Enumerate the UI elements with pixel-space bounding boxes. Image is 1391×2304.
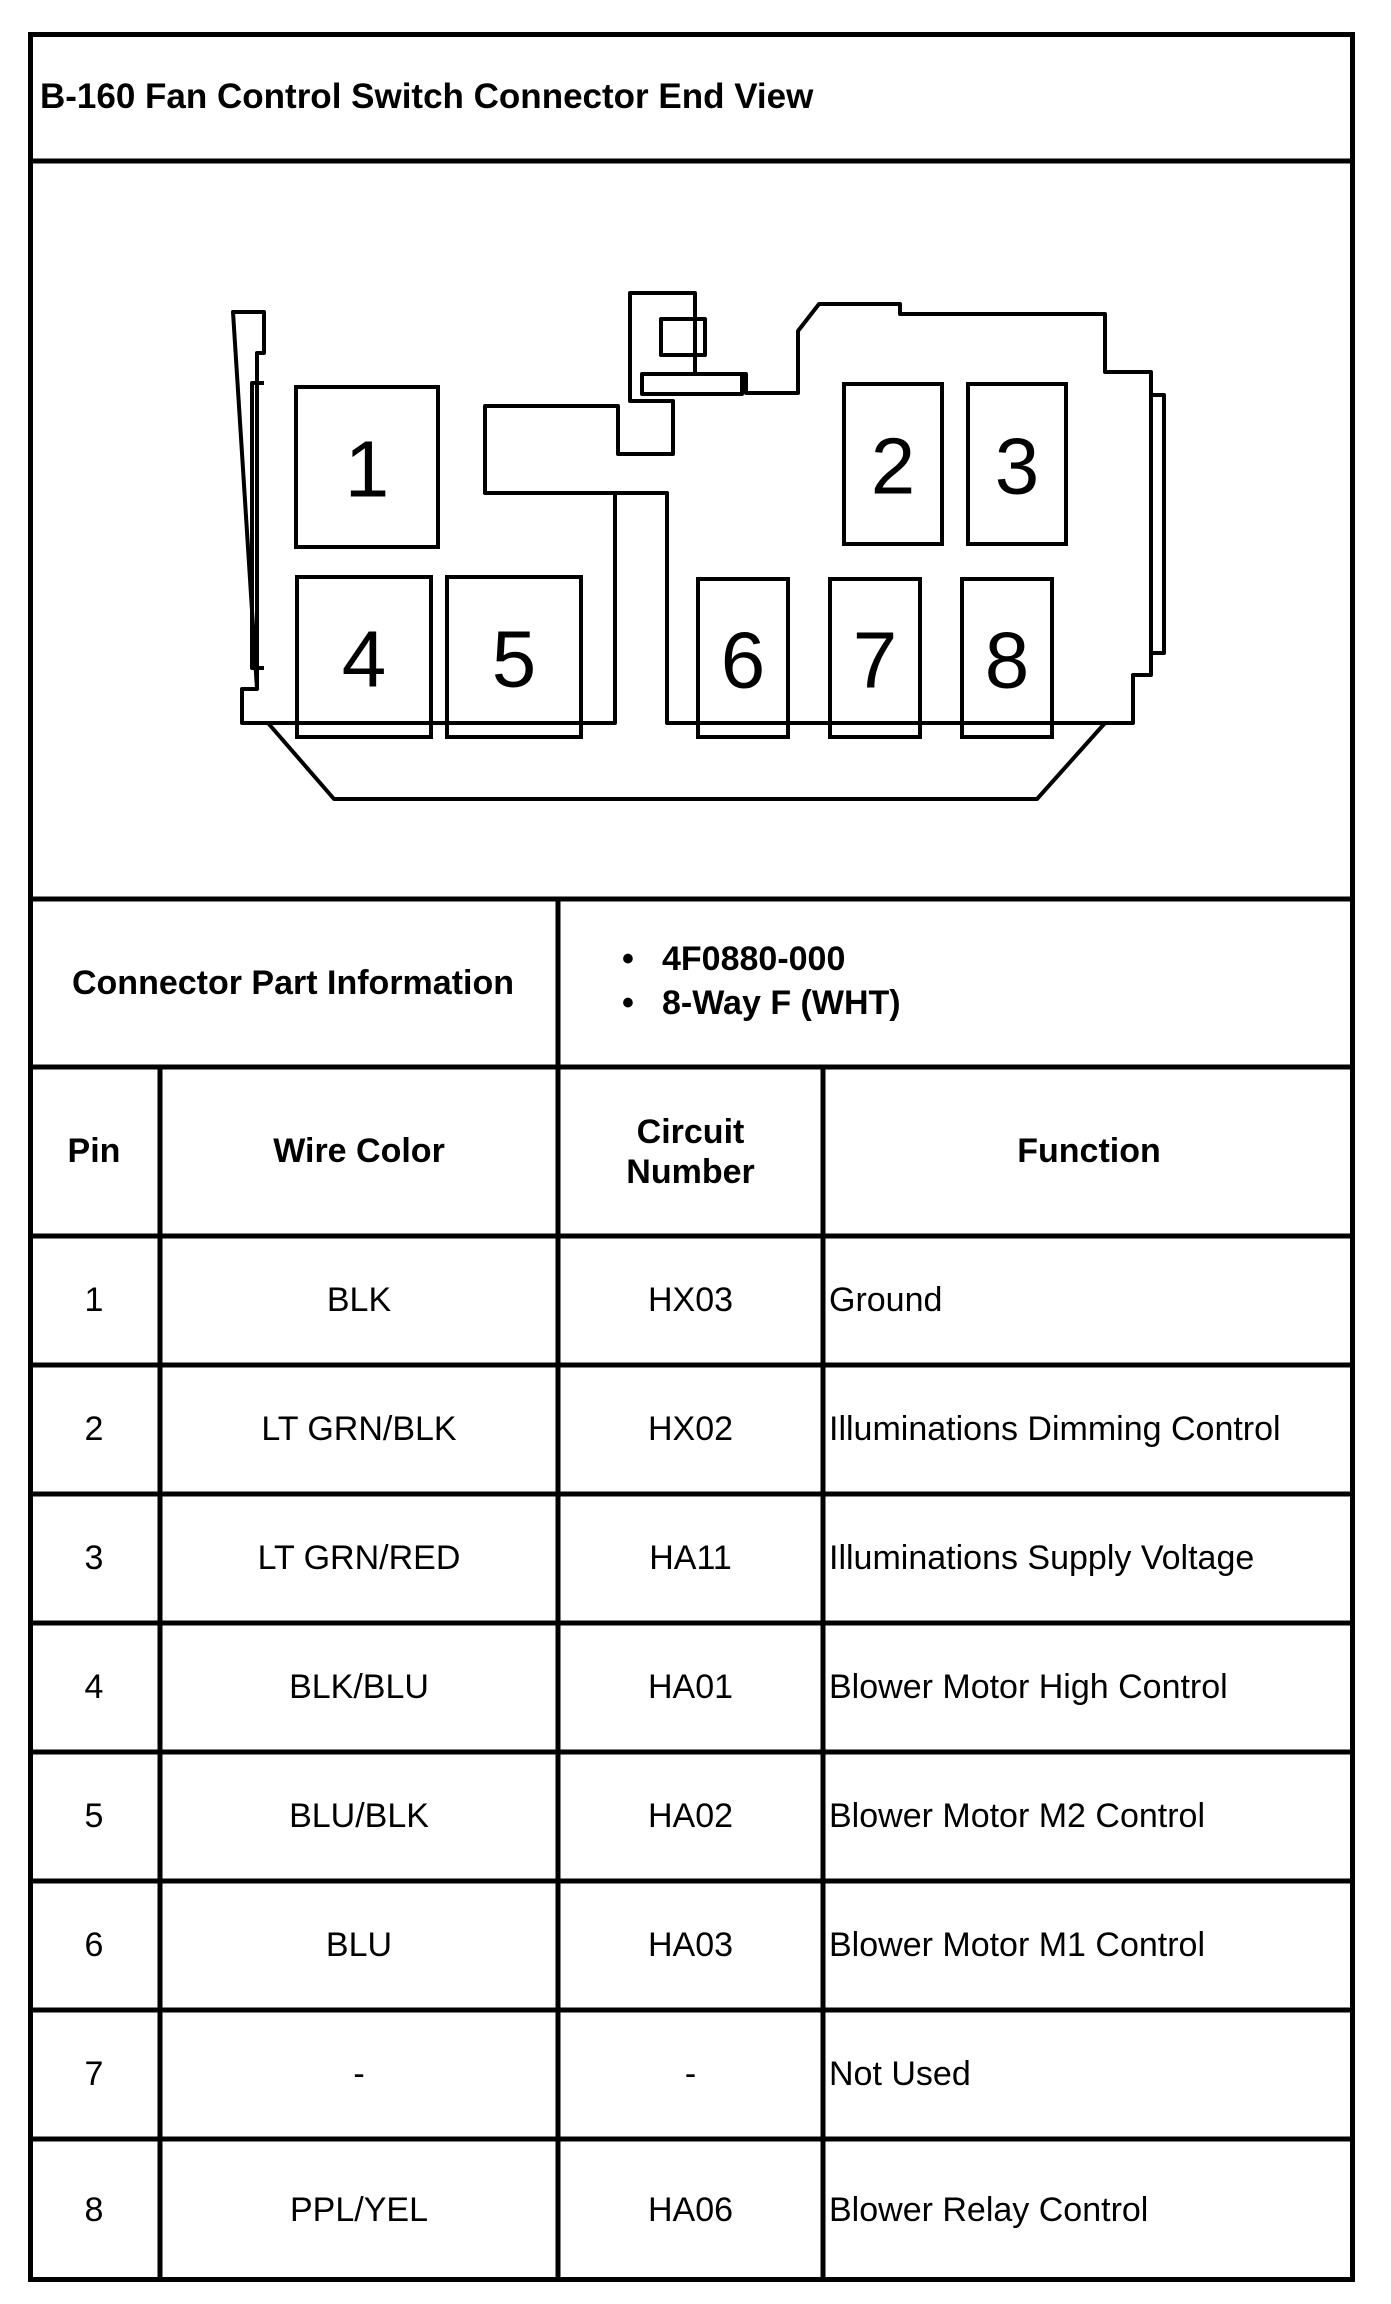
pin-label-4: 4 bbox=[341, 614, 387, 704]
wire-color-cell: LT GRN/BLK bbox=[261, 1410, 457, 1448]
pin-cell: 8 bbox=[84, 2191, 104, 2229]
wire-color-cell: BLK bbox=[326, 1281, 392, 1319]
wire-color-cell: BLK/BLU bbox=[289, 1668, 429, 1706]
function-cell: Illuminations Supply Voltage bbox=[829, 1539, 1255, 1577]
function-cell: Ground bbox=[829, 1281, 943, 1319]
function-cell: Not Used bbox=[829, 2055, 971, 2093]
page-title: B-160 Fan Control Switch Connector End View bbox=[40, 76, 814, 116]
pin-cell: 7 bbox=[84, 2055, 104, 2093]
part-number: 4F0880-000 bbox=[662, 940, 846, 978]
pin-cell: 4 bbox=[84, 1668, 104, 1706]
locking-tab bbox=[661, 319, 705, 355]
wire-color-cell: BLU/BLK bbox=[289, 1797, 429, 1835]
header-wire-color: Wire Color bbox=[273, 1132, 445, 1170]
wire-color-cell: BLU bbox=[325, 1926, 393, 1964]
header-pin: Pin bbox=[67, 1132, 121, 1170]
pin-cell: 2 bbox=[84, 1410, 104, 1448]
function-cell: Blower Relay Control bbox=[829, 2191, 1149, 2229]
part-info-item bbox=[622, 981, 901, 1025]
pin-cell: 6 bbox=[84, 1926, 104, 1964]
circuit-cell: HA01 bbox=[647, 1668, 734, 1706]
function-cell: Illuminations Dimming Control bbox=[829, 1410, 1281, 1448]
header-circuit-number bbox=[558, 1067, 823, 1236]
circuit-cell: HA11 bbox=[649, 1539, 732, 1577]
connector-document bbox=[28, 32, 1355, 2282]
pin-label-1: 1 bbox=[344, 424, 390, 514]
pin-label-8: 8 bbox=[984, 615, 1030, 705]
bullet: • bbox=[622, 984, 634, 1022]
wire-color-cell: PPL/YEL bbox=[290, 2191, 428, 2229]
pin-label-5: 5 bbox=[491, 614, 537, 704]
connector-type: 8-Way F (WHT) bbox=[662, 984, 901, 1022]
wire-color-cell: - bbox=[353, 2055, 365, 2093]
part-info-label: Connector Part Information bbox=[71, 963, 515, 1002]
part-info-item bbox=[622, 937, 901, 981]
circuit-cell: HA03 bbox=[647, 1926, 734, 1964]
connector-end-view-diagram bbox=[28, 163, 1355, 897]
pin-label-2: 2 bbox=[870, 421, 916, 511]
pin-cell: 5 bbox=[84, 1797, 104, 1835]
wire-color-cell: LT GRN/RED bbox=[257, 1539, 461, 1577]
circuit-cell: HA02 bbox=[647, 1797, 734, 1835]
header-function: Function bbox=[1017, 1132, 1161, 1170]
function-cell: Blower Motor M1 Control bbox=[829, 1926, 1206, 1964]
circuit-cell: HX02 bbox=[647, 1410, 734, 1448]
pin-label-7: 7 bbox=[852, 615, 898, 705]
connector-base-bevel bbox=[268, 723, 1105, 799]
circuit-cell: - bbox=[684, 2055, 697, 2093]
part-info-list bbox=[622, 937, 901, 1025]
function-cell: Blower Motor High Control bbox=[829, 1668, 1228, 1706]
pin-label-6: 6 bbox=[720, 615, 766, 705]
pin-label-3: 3 bbox=[994, 421, 1040, 511]
locking-slot bbox=[642, 374, 742, 394]
function-cell: Blower Motor M2 Control bbox=[829, 1797, 1206, 1835]
circuit-cell: HX03 bbox=[647, 1281, 734, 1319]
header-circuit-line1: Circuit bbox=[636, 1112, 745, 1151]
bullet: • bbox=[622, 940, 634, 978]
header-circuit-line2: Number bbox=[626, 1152, 755, 1191]
circuit-cell: HA06 bbox=[647, 2191, 734, 2229]
pin-cell: 1 bbox=[84, 1281, 104, 1319]
pin-cell: 3 bbox=[84, 1539, 104, 1577]
